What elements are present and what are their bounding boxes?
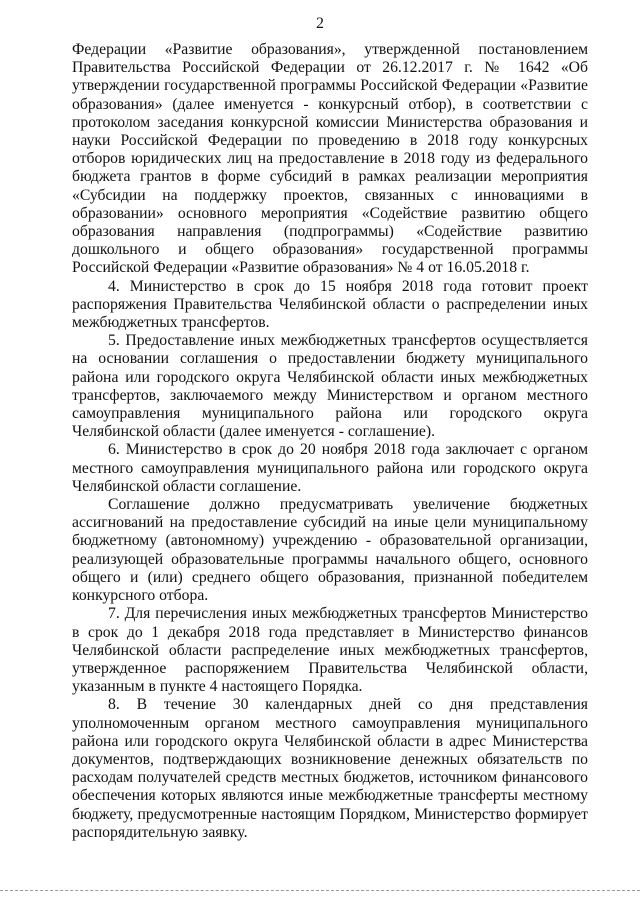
paragraph-item-4: 4. Министерство в срок до 15 ноября 2018 года готовит проект распоряжения Правительства Челябинской области о распределении иных межбюджетных трансфертов. — [72, 277, 588, 332]
paragraph-item-6: 6. Министерство в срок до 20 ноября 2018 года заключает с органом местного самоуправления муниципального района или городского округа Челябинской области соглашение. — [72, 441, 588, 495]
paragraph-item-5: 5. Предоставление иных межбюджетных трансфертов осуществляется на основании соглашения о предоставлении бюджету муниципального района или городского округа Челябинской области иных межбюджетных трансфертов, заключаемого между Министерством и органом местного самоуправления муниципального района или городского округа Челябинской области (далее именуется - соглашение). — [72, 332, 588, 441]
page-number: 2 — [316, 15, 324, 32]
paragraph-item-8: 8. В течение 30 календарных дней со дня представления уполномоченным органом местного самоуправления муниципального района или городского округа Челябинской области в адрес Министерства документов, подтверждающих возникновение денежных обязательств по расходам получателей средств местных бюджетов, источником финансового обеспечения которых являются иные межбюджетные трансферты местному бюджету, предусмотренные настоящим Порядком, Министерство формирует распорядительную заявку. — [72, 696, 588, 841]
paragraph-agreement-requirements: Соглашение должно предусматривать увеличение бюджетных ассигнований на предоставление субсидий на иные цели муниципальному бюджетному (автономному) учреждению - образовательной организации, реализующей образовательные программы начального общего, основного общего и (или) среднего общего образования, признанной победителем конкурсного отбора. — [72, 496, 588, 605]
paragraph-continuation: Федерации «Развитие образования», утвержденной постановлением Правительства Российской Федерации от 26.12.2017 г. № 1642 «Об утверждении государственной программы Российской Федерации «Развитие образования» (далее именуется - конкурсный отбор), в соответствии с протоколом заседания конкурсной комиссии Министерства образования и науки Российской Федерации по проведению в 2018 году конкурсных отборов юридических лиц на предоставление в 2018 году из федерального бюджета грантов в форме субсидий в рамках реализации мероприятия «Субсидии на поддержку проектов, связанных с инновациями в образовании» основного мероприятия «Содействие развитию общего образования направления (подпрограммы) «Содействие развитию дошкольного и общего образования» государственной программы Российской Федерации «Развитие образования» № 4 от 16.05.2018 г. — [72, 41, 588, 277]
paragraph-item-7: 7. Для перечисления иных межбюджетных трансфертов Министерство в срок до 1 декабря 2018 года представляет в Министерство финансов Челябинской области распределение иных межбюджетных трансфертов, утвержденное распоряжением Правительства Челябинской области, указанным в пункте 4 настоящего Порядка. — [72, 605, 588, 696]
scan-edge-divider — [0, 890, 640, 891]
document-body — [72, 41, 588, 842]
